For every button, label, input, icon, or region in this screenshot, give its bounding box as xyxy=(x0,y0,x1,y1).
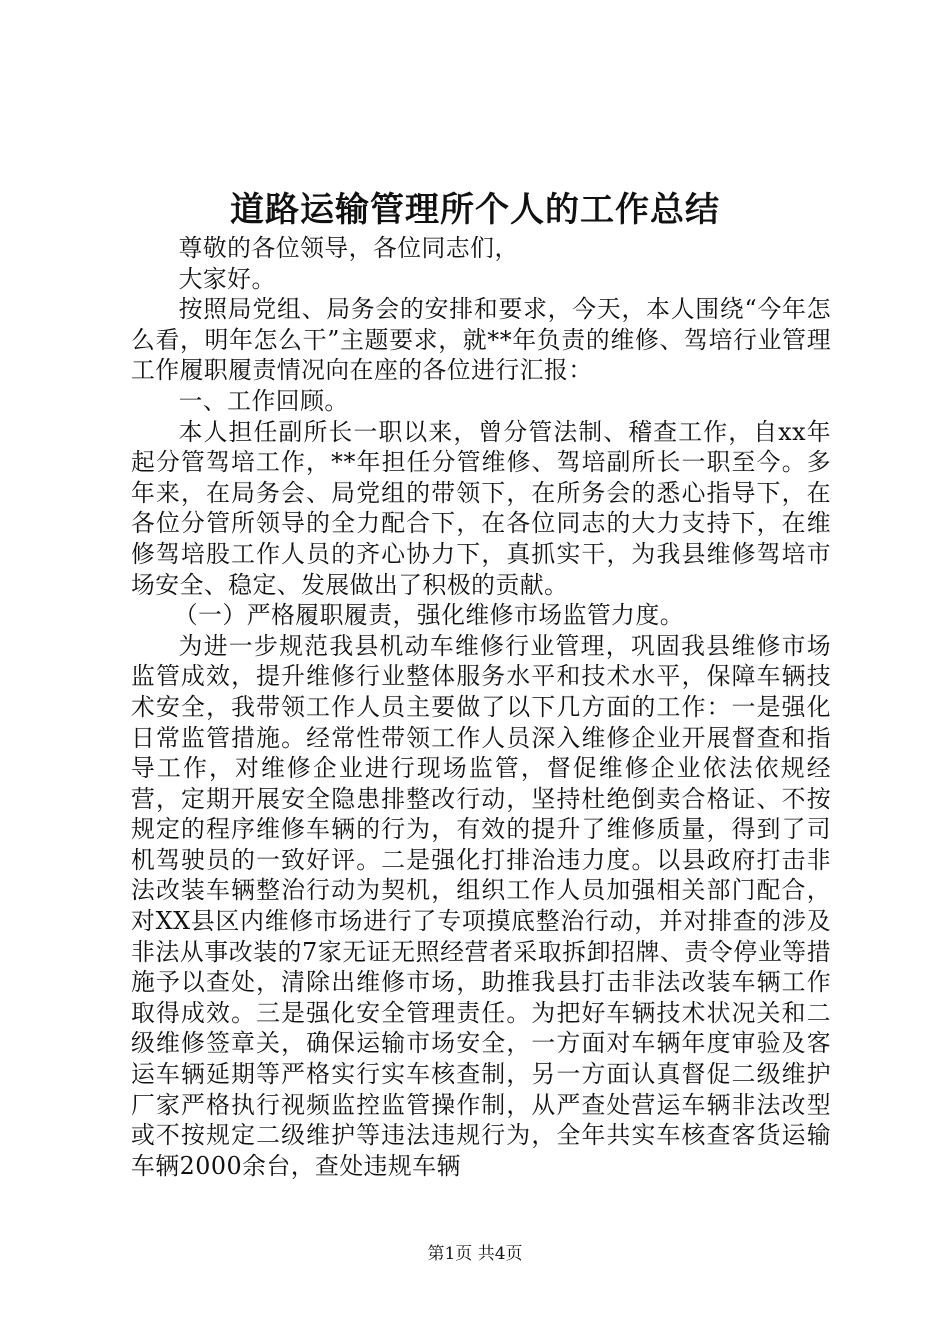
subsection-heading: （一）严格履职履责，强化维修市场监管力度。 xyxy=(173,601,685,630)
document-title: 道路运输管理所个人的工作总结 xyxy=(230,190,720,230)
review-paragraph: 本人担任副所长一职以来，曾分管法制、稽查工作，自xx年起分管驾培工作，**年担任分管维修、驾培副所长一职至今。多年来，在局务会、局党组的带领下，在所务会的悉心指导下，在各位分管所领导的全力配合下，在各位同志的大力支持下，在维修驾培股工作人员的齐心协力下，真抓实干，为我县维修驾培市场安全、稳定、发展做出了积极的贡献。 xyxy=(131,417,831,599)
section-heading: 一、工作回顾。 xyxy=(178,386,349,415)
salutation: 尊敬的各位领导，各位同志们， xyxy=(178,234,519,262)
page-number: 第1页 共4页 xyxy=(427,1244,523,1264)
greeting: 大家好。 xyxy=(178,264,276,293)
intro-paragraph: 按照局党组、局务会的安排和要求，今天，本人围绕“今年怎么看，明年怎么干”主题要求，就**年负责的维修、驾培行业管理工作履职履责情况向在座的各位进行汇报： xyxy=(131,295,831,385)
detail-paragraph: 为进一步规范我县机动车维修行业管理，巩固我县维修市场监管成效，提升维修行业整体服务水平和技术水平，保障车辆技术安全，我带领工作人员主要做了以下几方面的工作：一是强化日常监管措施。经常性带领工作人员深入维修企业开展督查和指导工作，对维修企业进行现场监管，督促维修企业依法依规经营，定期开展安全隐患排整改行动，坚持杜绝倒卖合格证、不按规定的程序维修车辆的行为，有效的提升了维修质量，得到了司机驾驶员的一致好评。二是强化打排治违力度。以县政府打击非法改装车辆整治行动为契机，组织工作人员加强相关部门配合，对XX县区内维修市场进行了专项摸底整治行动，并对排查的涉及非法从事改装的7家无证无照经营者采取拆卸招牌、责令停业等措施予以查处，清除出维修市场，助推我县打击非法改装车辆工作取得成效。三是强化安全管理责任。为把好车辆技术状况关和二级维修签章关，确保运输市场安全，一方面对车辆年度审验及客运车辆延期等严格实行实车核查制，另一方面认真督促二级维护厂家严格执行视频监控监管操作制，从严查处营运车辆非法改型或不按规定二级维护等违法违规行为，全年共实车核查客货运输车辆2000余台，查处违规车辆 xyxy=(131,631,831,1180)
document-body xyxy=(131,233,831,1181)
